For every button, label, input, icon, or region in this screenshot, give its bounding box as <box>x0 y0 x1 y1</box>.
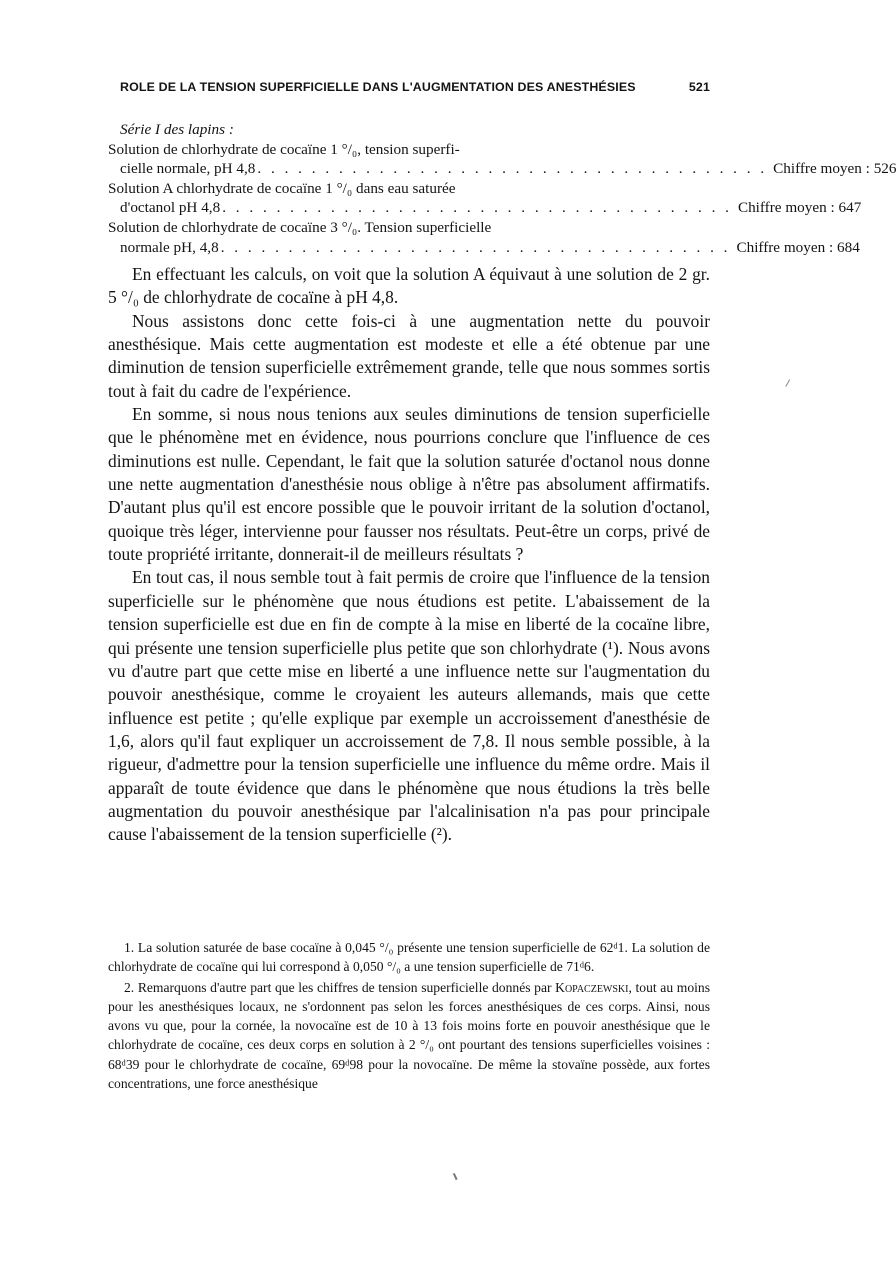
series-results <box>108 120 896 257</box>
footnote-ref: (²) <box>430 824 448 845</box>
leader-dots: . . . . . . . . . . . . . . . . . . . . . . . . . . . . . . . . . . . . . . <box>222 199 732 217</box>
solution-entry: Solution de chlorhydrate de cocaïne 1 °/₀, tension superfi- cielle normale, pH 4,8 . . . . . . . . . . . . . . . . . . . . . . . . . . . . . . . . . . . . . . Chiffre moyen : 526 <box>108 140 896 178</box>
footnote: 1. La solution saturée de base cocaïne à 0,045 °/₀ présente une tension superficielle de 62ᵈ1. La solution de chlorhydrate de cocaïne qui lui correspond à 0,050 °/₀ a une tension superficielle de 71ᵈ6. <box>108 940 710 975</box>
page-number: 521 <box>688 80 710 94</box>
paragraph: Nous assistons donc cette fois-ci à une augmentation nette du pouvoir anesthésique. Mais cette augmentation est modeste et elle a été obtenue par une diminution de tension superficielle extrêmement grande, telle que nous sommes sortis tout à fait du cadre de l'expérience. <box>108 310 710 401</box>
solution-description-cont: cielle normale, pH 4,8 <box>120 160 256 178</box>
solution-description-cont: normale pH, 4,8 <box>120 238 219 256</box>
result-value: 647 <box>838 199 862 217</box>
result-value: 526 <box>873 160 896 178</box>
footnote-ref: (¹) <box>602 637 619 658</box>
scan-speck <box>453 1171 462 1180</box>
paragraph: En effectuant les calculs, on voit que la solution A équivaut à une solution de 2 gr. 5 °/₀ de chlorhydrate de cocaïne à pH 4,8. <box>108 264 710 308</box>
solution-description: Solution A chlorhydrate de cocaïne 1 °/₀ dans eau saturée <box>108 179 456 197</box>
leader-dots: . . . . . . . . . . . . . . . . . . . . . . . . . . . . . . . . . . . . . . <box>257 160 768 178</box>
result-value: 684 <box>837 238 860 256</box>
paragraph: En tout cas, il nous semble tout à fait permis de croire que l'influence de la tension superficielle sur le phénomène que nous étudions est petite. L'abaissement de la tension superficielle est due en fin de compte à la mise en liberté de la cocaïne libre, qui présente une tension superficielle plus petite que son chlorhydrate (¹). Nous avons vu d'autre part que cette mise en liberté a une influence nette sur l'augmentation du pouvoir anesthésique, comme le croyaient les auteurs allemands, mais que cette influence est petite ; qu'elle explique par exemple un accroissement d'anesthésie de 1,6, alors qu'il faut expliquer un accroissement de 7,8. Il nous semble possible, à la rigueur, d'admettre pour la tension superficielle une influence du même ordre. Mais il apparaît de toute évidence que dans le phénomène que nous étudions la très belle augmentation du pouvoir anesthésique par l'alcalinisation n'a pas pour principale cause l'abaissement de la tension superficielle (²). <box>108 567 710 845</box>
paragraph: En somme, si nous nous tenions aux seules diminutions de tension superficielle que le phénomène met en évidence, nous pourrions conclure que l'influence de ces diminutions est nulle. Cependant, le fait que la solution saturée d'octanol nous donne une nette augmentation d'anesthésie nous oblige à n'être pas absolument affirmatifs. D'autant plus qu'il est encore possible que le pouvoir irritant de la solution d'octanol, quoique très léger, intervienne pour fausser nos résultats. Peut-être un corps, privé de toute propriété irritante, donnerait-il de meilleurs résultats ? <box>108 404 710 565</box>
solution-entry: Solution A chlorhydrate de cocaïne 1 °/₀ dans eau saturée d'octanol pH 4,8 . . . . . . . . . . . . . . . . . . . . . . . . . . . . . . . . . . . . . . Chiffre moyen : 647 <box>108 179 862 217</box>
result-label: Chiffre moyen <box>737 199 827 217</box>
author-name: Kopaczewski <box>555 980 629 996</box>
running-title: ROLE DE LA TENSION SUPERFICIELLE DANS L'AUGMENTATION DES ANESTHÉSIES <box>120 80 636 94</box>
running-header <box>120 80 710 94</box>
solution-entry: Solution de chlorhydrate de cocaïne 3 °/₀. Tension superficielle normale pH, 4,8 . . . . . . . . . . . . . . . . . . . . . . . . . . . . . . . . . . . . . . Chiffre moyen : 684 <box>108 218 860 256</box>
leader-dots: . . . . . . . . . . . . . . . . . . . . . . . . . . . . . . . . . . . . . . <box>220 238 731 256</box>
solution-description: Solution de chlorhydrate de cocaïne 3 °/₀. Tension superficielle <box>108 218 492 236</box>
footnote: 2. Remarquons d'autre part que les chiffres de tension superficielle donnés par Kopaczewski, tout au moins pour les anesthésiques locaux, ne s'ordonnent pas selon les forces anesthésiques de ces corps. Ainsi, nous avons vu que, pour la cornée, la novocaïne est de 10 à 13 fois moins forte en pouvoir anesthésique que le chlorhydrate de cocaïne, ces deux corps en solution à 2 °/₀ ont pourtant des tensions superficielles voisines : 68ᵈ39 pour le chlorhydrate de cocaïne, 69ᵈ98 pour la novocaïne. De même la stovaïne possède, aux fortes concentrations, une force anesthésique <box>108 980 710 1091</box>
footnotes <box>108 938 710 1095</box>
solution-description-cont: d'octanol pH 4,8 <box>120 199 221 217</box>
result-label: Chiffre moyen <box>773 160 862 178</box>
margin-mark <box>785 379 793 388</box>
result-label: Chiffre moyen <box>736 238 826 256</box>
series-caption: Série I des lapins : <box>120 121 234 138</box>
body-text <box>108 263 710 847</box>
solution-description: Solution de chlorhydrate de cocaïne 1 °/₀, tension superfi- <box>108 140 460 158</box>
